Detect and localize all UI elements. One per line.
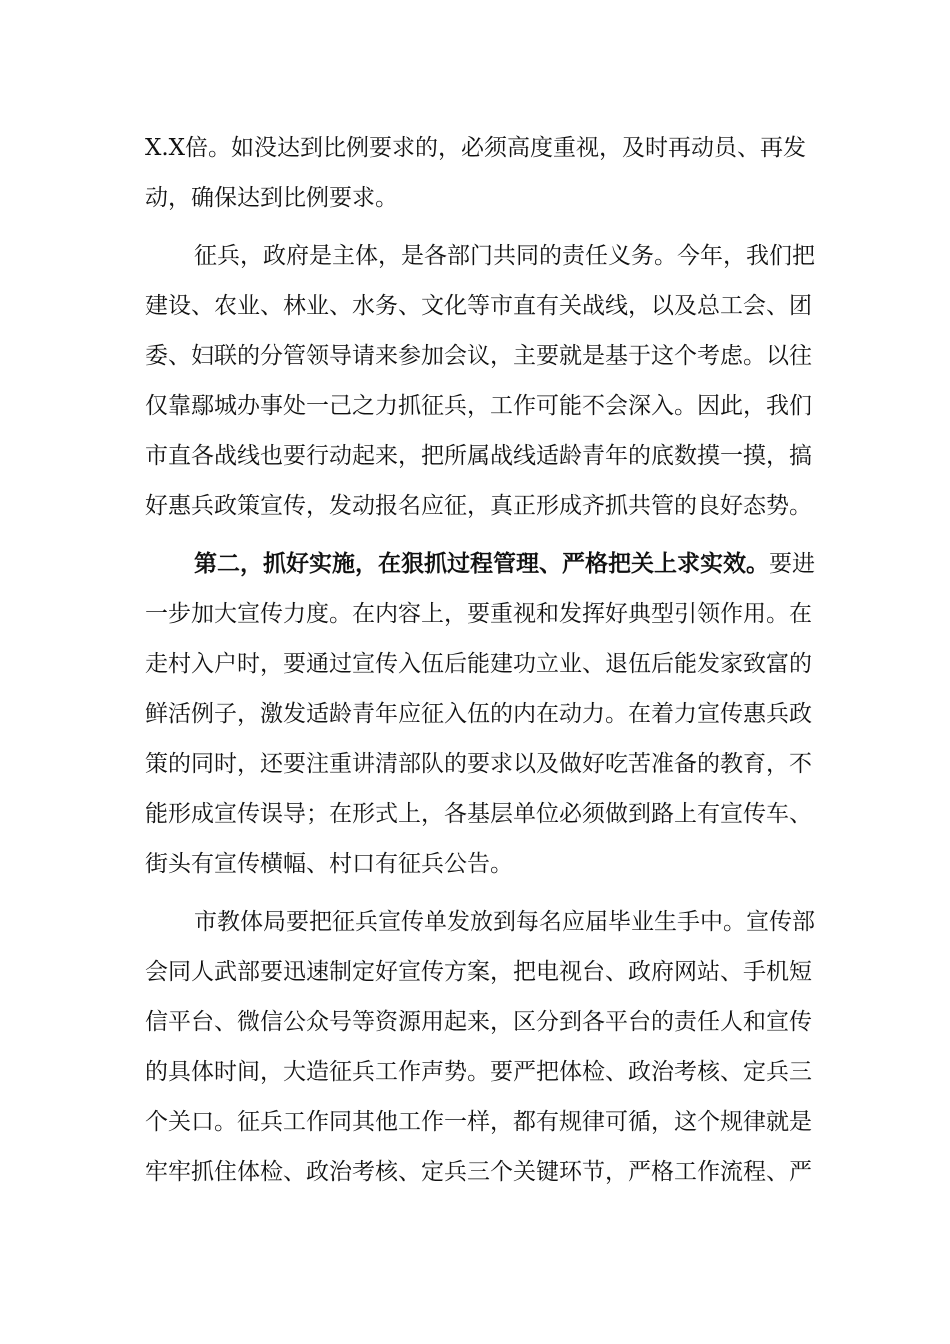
- text-line: 征兵，政府是主体，是各部门共同的责任义务。今年，我们把: [194, 243, 815, 269]
- text-line: 鲜活例子，激发适龄青年应征入伍的内在动力。在着力宣传惠兵政: [145, 701, 812, 727]
- text-line: 信平台、微信公众号等资源用起来，区分到各平台的责任人和宣传: [145, 1009, 812, 1035]
- text-line: 建设、农业、林业、水务、文化等市直有关战线，以及总工会、团: [145, 293, 812, 319]
- text-line: 街头有宣传横幅、村口有征兵公告。: [145, 851, 513, 877]
- text-line: 动，确保达到比例要求。: [145, 185, 398, 211]
- text-line: 市直各战线也要行动起来，把所属战线适龄青年的底数摸一摸，搞: [145, 443, 812, 469]
- text-line: X.X倍。如没达到比例要求的，必须高度重视，及时再动员、再发: [145, 135, 807, 161]
- section-heading: 第二，抓好实施，在狠抓过程管理、严格把关上求实效。: [194, 550, 769, 577]
- text-line: 仅靠鄢城办事处一己之力抓征兵，工作可能不会深入。因此，我们: [145, 393, 812, 419]
- section-heading-line: [194, 544, 815, 584]
- text-line: 市教体局要把征兵宣传单发放到每名应届毕业生手中。宣传部: [194, 909, 815, 935]
- text-line: 走村入户时，要通过宣传入伍后能建功立业、退伍后能发家致富的: [145, 651, 812, 677]
- text-line: 委、妇联的分管领导请来参加会议，主要就是基于这个考虑。以往: [145, 343, 812, 369]
- text-line: 会同人武部要迅速制定好宣传方案，把电视台、政府网站、手机短: [145, 959, 812, 985]
- text-line: 好惠兵政策宣传，发动报名应征，真正形成齐抓共管的良好态势。: [145, 493, 812, 519]
- text-line: 策的同时，还要注重讲清部队的要求以及做好吃苦准备的教育，不: [145, 751, 812, 777]
- text-line: 的具体时间，大造征兵工作声势。要严把体检、政治考核、定兵三: [145, 1059, 812, 1085]
- text-line: 一步加大宣传力度。在内容上，要重视和发挥好典型引领作用。在: [145, 601, 812, 627]
- text-line: 个关口。征兵工作同其他工作一样，都有规律可循，这个规律就是: [145, 1109, 812, 1135]
- heading-tail-text: 要进: [769, 551, 815, 577]
- text-line: 牢牢抓住体检、政治考核、定兵三个关键环节，严格工作流程、严: [145, 1159, 812, 1185]
- text-line: 能形成宣传误导；在形式上，各基层单位必须做到路上有宣传车、: [145, 801, 812, 827]
